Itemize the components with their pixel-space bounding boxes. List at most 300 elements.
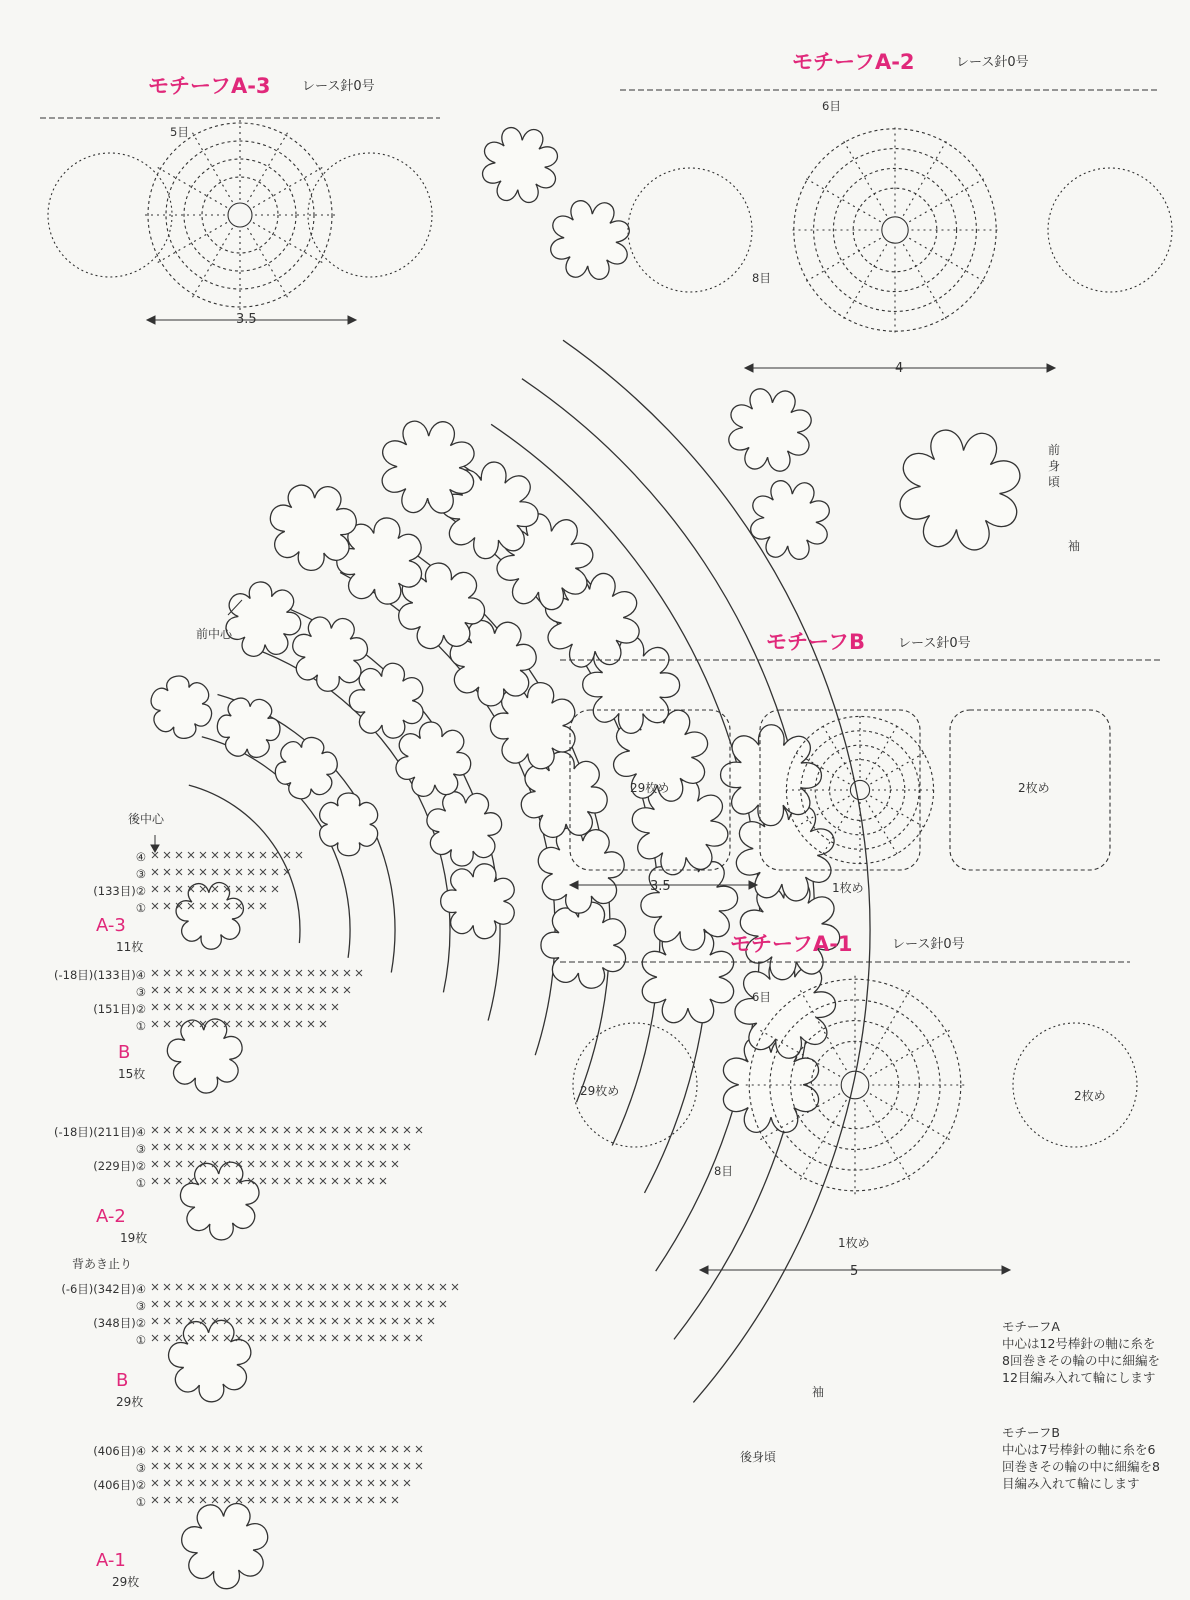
- stitch-mark: [344, 1335, 350, 1341]
- row-label: ③: [135, 985, 146, 999]
- stitch-mark: [332, 1301, 338, 1307]
- stitch-mark: [308, 1318, 314, 1324]
- motif-spoke: [248, 133, 288, 202]
- stitch-mark: [320, 1144, 326, 1150]
- stitch-mark: [284, 1021, 290, 1027]
- stitch-mark: [368, 1127, 374, 1133]
- stitch-mark: [176, 1301, 182, 1307]
- stitch-mark: [296, 970, 302, 976]
- stitch-mark: [308, 1004, 314, 1010]
- stitch-mark: [200, 1301, 206, 1307]
- dimension-arrow: [1002, 1266, 1010, 1274]
- motif-center: [882, 217, 908, 243]
- stitch-mark: [188, 852, 194, 858]
- stitch-mark: [332, 1463, 338, 1469]
- motif-spoke: [843, 244, 887, 320]
- stitch-mark: [272, 1497, 278, 1503]
- stitch-mark: [368, 1301, 374, 1307]
- stitch-mark: [212, 1127, 218, 1133]
- stitch-mark: [380, 1318, 386, 1324]
- stitch-mark: [164, 1301, 170, 1307]
- motif-spoke: [909, 238, 985, 282]
- stitch-mark: [308, 1144, 314, 1150]
- motif-flower: [483, 128, 558, 203]
- stitch-mark: [260, 1480, 266, 1486]
- stitch-mark: [320, 1178, 326, 1184]
- motif-spoke: [870, 1030, 950, 1076]
- stitch-mark: [248, 1463, 254, 1469]
- stitch-mark: [236, 1463, 242, 1469]
- stitch-mark: [248, 1335, 254, 1341]
- stitch-mark: [344, 1318, 350, 1324]
- dim-a1: 5: [850, 1264, 859, 1279]
- stitch-mark: [320, 1497, 326, 1503]
- stitch-mark: [176, 1463, 182, 1469]
- stitch-mark: [260, 1127, 266, 1133]
- stitch-mark: [320, 1335, 326, 1341]
- row-label: ④: [135, 850, 146, 864]
- stitch-mark: [152, 1021, 158, 1027]
- motif-flower: [293, 617, 368, 691]
- stitch-mark: [404, 1480, 410, 1486]
- stitch-mark: [356, 1301, 362, 1307]
- stitch-mark: [272, 1161, 278, 1167]
- stitch-mark: [308, 1127, 314, 1133]
- stitch-mark: [212, 1301, 218, 1307]
- stitch-mark: [224, 987, 230, 993]
- stitch-mark: [188, 1127, 194, 1133]
- motif-b-29: 29枚め: [630, 781, 670, 795]
- motif-flower: [641, 853, 738, 950]
- stitch-mark: [176, 1318, 182, 1324]
- stitch-mark: [272, 1318, 278, 1324]
- stitch-mark: [332, 1497, 338, 1503]
- stitch-mark: [344, 970, 350, 976]
- band-a3: A-3 11枚: [96, 915, 144, 954]
- stitch-mark: [212, 1463, 218, 1469]
- motif-spoke: [903, 244, 947, 320]
- row-label: ①: [135, 1333, 146, 1347]
- stitch-mark: [260, 1463, 266, 1469]
- stitch-mark: [296, 1004, 302, 1010]
- row-label: (348目)②: [93, 1316, 146, 1330]
- stitch-mark: [152, 869, 158, 875]
- stitch-mark: [224, 852, 230, 858]
- stitch-mark: [188, 987, 194, 993]
- motif-flower: [167, 1019, 242, 1093]
- sleeve-label-2: 袖: [812, 1385, 825, 1399]
- stitch-mark: [392, 1144, 398, 1150]
- stitch-mark: [284, 1301, 290, 1307]
- stitch-mark: [248, 1021, 254, 1027]
- stitch-mark: [188, 970, 194, 976]
- stitch-mark: [164, 987, 170, 993]
- stitch-mark: [152, 1480, 158, 1486]
- row-label: ①: [135, 1495, 146, 1509]
- marker-a2-8: 8目: [752, 271, 771, 285]
- stitch-mark: [428, 1318, 434, 1324]
- motif-spoke: [158, 223, 227, 263]
- stitch-mark: [176, 1284, 182, 1290]
- motif-a1-29: 29枚め: [580, 1084, 620, 1098]
- stitch-mark: [356, 1178, 362, 1184]
- stitch-mark: [248, 1301, 254, 1307]
- stitch-mark: [152, 1178, 158, 1184]
- stitch-mark: [248, 1144, 254, 1150]
- stitch-mark: [404, 1284, 410, 1290]
- stitch-mark: [320, 1463, 326, 1469]
- stitch-mark: [296, 1480, 302, 1486]
- band-b1: B 15枚: [118, 1042, 146, 1081]
- stitch-mark: [236, 1284, 242, 1290]
- stitch-mark: [152, 1497, 158, 1503]
- stitch-mark: [356, 1335, 362, 1341]
- stitch-mark: [320, 987, 326, 993]
- stitch-mark: [368, 1284, 374, 1290]
- stitch-mark: [164, 1497, 170, 1503]
- stitch-mark: [368, 1480, 374, 1486]
- stitch-mark: [176, 987, 182, 993]
- stitch-mark: [284, 1127, 290, 1133]
- stitch-mark: [284, 1284, 290, 1290]
- title-b: モチーフB: [766, 630, 865, 654]
- stitch-mark: [152, 1463, 158, 1469]
- stitch-mark: [152, 1144, 158, 1150]
- stitch-mark: [236, 1144, 242, 1150]
- stitch-mark: [260, 987, 266, 993]
- motif-spoke: [805, 178, 881, 222]
- stitch-mark: [164, 886, 170, 892]
- stitch-mark: [392, 1480, 398, 1486]
- stitch-mark: [200, 1446, 206, 1452]
- stitch-mark: [284, 1335, 290, 1341]
- stitch-mark: [188, 1284, 194, 1290]
- stitch-mark: [200, 869, 206, 875]
- stitch-mark: [176, 970, 182, 976]
- stitch-mark: [356, 1446, 362, 1452]
- stitch-mark: [416, 1318, 422, 1324]
- stitch-mark: [332, 970, 338, 976]
- stitch-mark: [188, 1161, 194, 1167]
- stitch-mark: [368, 1178, 374, 1184]
- stitch-mark: [332, 1284, 338, 1290]
- stitch-mark: [344, 1127, 350, 1133]
- motif-spoke: [903, 140, 947, 216]
- stitch-mark: [284, 852, 290, 858]
- stitch-mark: [392, 1161, 398, 1167]
- stitch-mark: [404, 1301, 410, 1307]
- stitch-mark: [368, 1318, 374, 1324]
- stitch-mark: [284, 970, 290, 976]
- row-label: ③: [135, 1142, 146, 1156]
- stitch-mark: [152, 1301, 158, 1307]
- stitch-mark: [296, 1161, 302, 1167]
- stitch-mark: [260, 1178, 266, 1184]
- dim-b: 3.5: [650, 879, 671, 894]
- stitch-mark: [236, 852, 242, 858]
- stitch-mark: [212, 1480, 218, 1486]
- stitch-mark: [152, 1127, 158, 1133]
- stitch-mark: [272, 1284, 278, 1290]
- stitch-mark: [176, 886, 182, 892]
- motif-spoke: [843, 140, 887, 216]
- title-a1: モチーフA-1: [730, 932, 853, 956]
- stitch-mark: [320, 1127, 326, 1133]
- stitch-mark: [212, 987, 218, 993]
- stitch-mark: [200, 852, 206, 858]
- stitch-mark: [296, 1318, 302, 1324]
- stitch-mark: [272, 1463, 278, 1469]
- stitch-mark: [368, 1161, 374, 1167]
- stitch-mark: [356, 1497, 362, 1503]
- stitch-mark: [188, 1480, 194, 1486]
- stitch-mark: [212, 1004, 218, 1010]
- stitch-mark: [236, 1021, 242, 1027]
- stitch-mark: [320, 1021, 326, 1027]
- stitch-mark: [212, 1446, 218, 1452]
- stitch-mark: [164, 1004, 170, 1010]
- stitch-mark: [260, 1004, 266, 1010]
- stitch-mark: [188, 1004, 194, 1010]
- stitch-mark: [332, 1318, 338, 1324]
- stitch-mark: [224, 1463, 230, 1469]
- stitch-mark: [200, 1497, 206, 1503]
- motif-flower: [721, 725, 822, 826]
- dim-a3: 3.5: [236, 312, 257, 327]
- stitch-mark: [272, 1127, 278, 1133]
- stitch-mark: [152, 1335, 158, 1341]
- stitch-mark: [164, 852, 170, 858]
- stitch-mark: [380, 1335, 386, 1341]
- stitch-mark: [188, 869, 194, 875]
- stitch-mark: [296, 1127, 302, 1133]
- stitch-mark: [260, 1021, 266, 1027]
- stitch-mark: [236, 1004, 242, 1010]
- row-label: ①: [135, 1176, 146, 1190]
- stitch-mark: [392, 1318, 398, 1324]
- stitch-mark: [272, 1144, 278, 1150]
- row-label: (151目)②: [93, 1002, 146, 1016]
- note-b: モチーフB 中心は7号棒針の軸に糸を6回巻きその輪の中に細編を8目編み入れて輪にします: [1002, 1425, 1160, 1491]
- dimension-arrow: [147, 316, 155, 324]
- stitch-mark: [272, 1178, 278, 1184]
- stitch-mark: [212, 869, 218, 875]
- stitch-mark: [236, 1127, 242, 1133]
- motif-spoke: [822, 800, 854, 855]
- stitch-mark: [152, 886, 158, 892]
- stitch-mark: [404, 1127, 410, 1133]
- stitch-mark: [344, 1480, 350, 1486]
- stitch-mark: [260, 1335, 266, 1341]
- stitch-mark: [344, 1144, 350, 1150]
- stitch-mark: [248, 1318, 254, 1324]
- stitch-mark: [224, 1446, 230, 1452]
- motif-side: [628, 168, 752, 292]
- title-a2: モチーフA-2: [792, 50, 915, 74]
- stitch-mark: [152, 1284, 158, 1290]
- motif-flower: [396, 722, 471, 796]
- stitch-mark: [224, 1301, 230, 1307]
- stitch-mark: [368, 1335, 374, 1341]
- motif-side: [308, 153, 432, 277]
- stitch-mark: [308, 1463, 314, 1469]
- stitch-mark: [356, 1284, 362, 1290]
- row-label: ①: [135, 901, 146, 915]
- stitch-mark: [188, 1446, 194, 1452]
- stitch-mark: [260, 1318, 266, 1324]
- stitch-mark: [248, 886, 254, 892]
- stitch-mark: [332, 1446, 338, 1452]
- stitch-mark: [416, 1127, 422, 1133]
- stitch-mark: [320, 1004, 326, 1010]
- stitch-mark: [260, 1284, 266, 1290]
- row-label: ①: [135, 1019, 146, 1033]
- stitch-mark: [416, 1446, 422, 1452]
- stitch-mark: [296, 1021, 302, 1027]
- stitch-mark: [176, 1497, 182, 1503]
- stitch-mark: [344, 1301, 350, 1307]
- row-label: ③: [135, 1299, 146, 1313]
- stitch-mark: [272, 1335, 278, 1341]
- stitch-mark: [308, 1497, 314, 1503]
- stitch-mark: [272, 1480, 278, 1486]
- stitch-mark: [176, 1144, 182, 1150]
- stitch-mark: [152, 1318, 158, 1324]
- stitch-mark: [260, 1301, 266, 1307]
- stitch-mark: [176, 1335, 182, 1341]
- front-center-label: 前中心: [196, 627, 233, 641]
- stitch-mark: [344, 1446, 350, 1452]
- stitch-mark: [272, 886, 278, 892]
- title-a3: モチーフA-3: [148, 74, 271, 98]
- stitch-mark: [212, 970, 218, 976]
- motif-spoke: [870, 796, 925, 828]
- stitch-mark: [392, 1301, 398, 1307]
- stitch-mark: [224, 1497, 230, 1503]
- stitch-mark: [284, 1161, 290, 1167]
- stitch-mark: [200, 1480, 206, 1486]
- stitch-mark: [332, 987, 338, 993]
- motif-flower: [541, 902, 626, 988]
- motif-flower: [900, 430, 1020, 550]
- stitch-mark: [152, 1004, 158, 1010]
- stitch-mark: [416, 1335, 422, 1341]
- hook-a3: レース針0号: [302, 79, 375, 94]
- stitch-mark: [212, 852, 218, 858]
- hook-a2: レース針0号: [956, 55, 1029, 70]
- motif-spoke: [870, 1094, 950, 1140]
- stitch-mark: [284, 1178, 290, 1184]
- stitch-mark: [176, 1127, 182, 1133]
- motif-flower: [270, 485, 356, 570]
- band-b2: B 29枚: [116, 1370, 144, 1409]
- stitch-mark: [296, 1144, 302, 1150]
- motif-flower: [729, 389, 811, 471]
- stitch-mark: [248, 987, 254, 993]
- stitch-mark: [308, 1301, 314, 1307]
- stitch-mark: [380, 1161, 386, 1167]
- stitch-mark: [380, 1144, 386, 1150]
- stitch-mark: [308, 1178, 314, 1184]
- stitch-mark: [368, 1144, 374, 1150]
- motif-a1-2: 2枚め: [1074, 1089, 1106, 1103]
- stitch-mark: [308, 1480, 314, 1486]
- dimension-arrow: [1047, 364, 1055, 372]
- stitch-mark: [416, 1463, 422, 1469]
- stitch-mark: [296, 1284, 302, 1290]
- stitch-mark: [356, 1480, 362, 1486]
- motif-flower: [217, 698, 280, 757]
- stitch-mark: [236, 886, 242, 892]
- stitch-mark: [200, 1463, 206, 1469]
- stitch-mark: [392, 1497, 398, 1503]
- stitch-mark: [284, 1318, 290, 1324]
- stitch-mark: [248, 1446, 254, 1452]
- stitch-mark: [152, 987, 158, 993]
- motif-spoke: [248, 228, 288, 297]
- motif-flower: [226, 582, 301, 656]
- motif-flower: [441, 864, 515, 939]
- stitch-mark: [368, 1463, 374, 1469]
- motif-spoke: [866, 724, 898, 779]
- stitch-mark: [320, 1161, 326, 1167]
- stitch-mark: [188, 1463, 194, 1469]
- stitch-mark: [248, 1480, 254, 1486]
- stitch-mark: [332, 1144, 338, 1150]
- stitch-mark: [296, 1446, 302, 1452]
- stitch-mark: [248, 1127, 254, 1133]
- motif-flower: [182, 1504, 268, 1589]
- stitch-mark: [332, 1480, 338, 1486]
- motif-flower: [320, 793, 378, 856]
- stitch-mark: [260, 1144, 266, 1150]
- stitch-mark: [452, 1284, 458, 1290]
- row-label: ③: [135, 1461, 146, 1475]
- motif-flower: [176, 883, 243, 950]
- stitch-mark: [404, 1446, 410, 1452]
- hook-b: レース針0号: [898, 636, 971, 651]
- stitch-mark: [296, 1301, 302, 1307]
- stitch-mark: [392, 1284, 398, 1290]
- motif-round: [833, 168, 956, 291]
- stitch-mark: [344, 1284, 350, 1290]
- marker-a3-5: 5目: [170, 125, 189, 139]
- stitch-mark: [164, 1284, 170, 1290]
- motif-spoke: [193, 133, 233, 202]
- stitch-mark: [152, 1161, 158, 1167]
- stitch-mark: [200, 970, 206, 976]
- stitch-mark: [320, 1480, 326, 1486]
- stitch-mark: [176, 1178, 182, 1184]
- stitch-mark: [164, 1446, 170, 1452]
- stitch-mark: [404, 1144, 410, 1150]
- stitch-mark: [164, 970, 170, 976]
- stitch-mark: [212, 1497, 218, 1503]
- marker-a1-8: 8目: [714, 1164, 733, 1178]
- stitch-mark: [248, 903, 254, 909]
- stitch-mark: [164, 1127, 170, 1133]
- stitch-mark: [428, 1284, 434, 1290]
- stitch-mark: [188, 1301, 194, 1307]
- stitch-mark: [368, 1446, 374, 1452]
- stitch-mark: [224, 1004, 230, 1010]
- stitch-mark: [236, 970, 242, 976]
- band-a1: A-1 29枚: [96, 1550, 140, 1589]
- row-label: (229目)②: [93, 1159, 146, 1173]
- stitch-mark: [344, 1178, 350, 1184]
- stitch-mark: [392, 1446, 398, 1452]
- stitch-mark: [344, 1161, 350, 1167]
